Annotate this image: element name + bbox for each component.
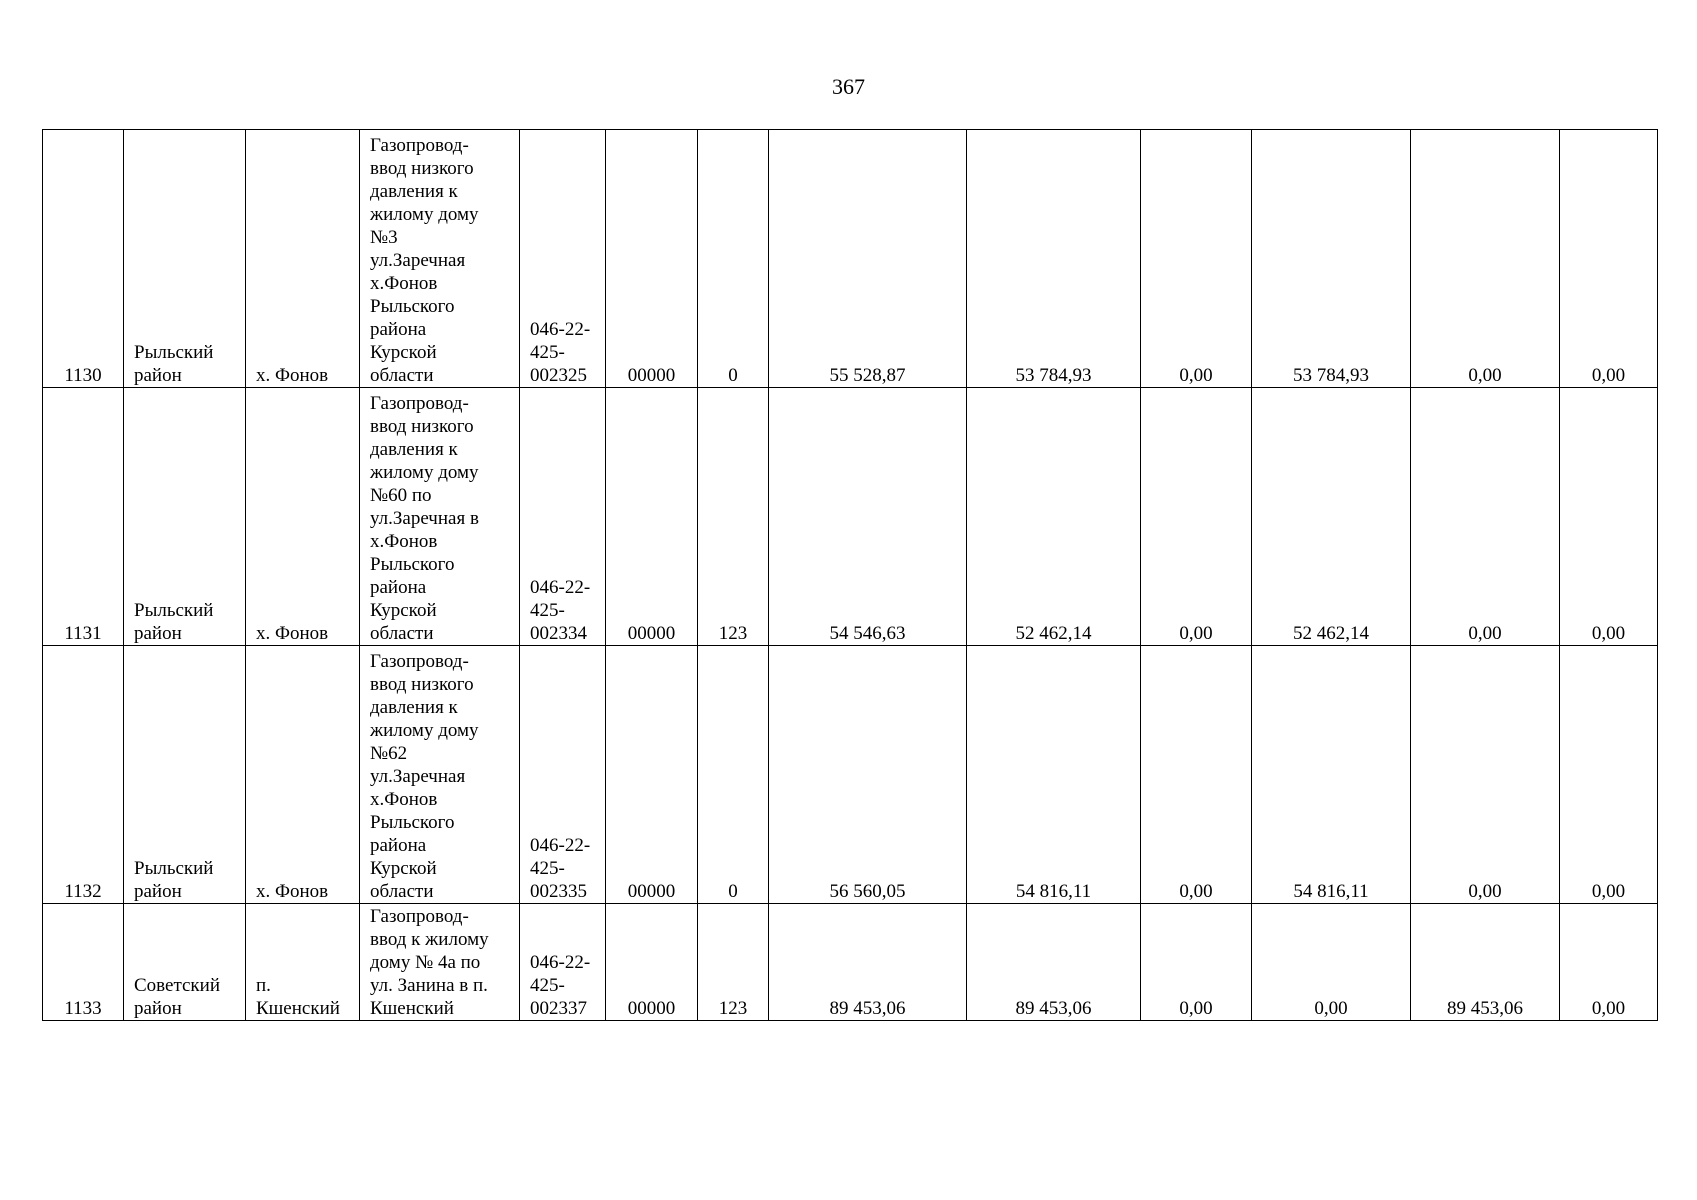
value-6-cell: 0,00: [1560, 646, 1658, 904]
value-4-cell: 53 784,93: [1252, 130, 1411, 388]
district-cell: Советский район: [124, 904, 246, 1021]
col-c1-cell: 00000: [606, 646, 698, 904]
code-cell: 046-22- 425- 002335: [520, 646, 606, 904]
value-3-cell: 0,00: [1141, 130, 1252, 388]
col-c1-cell: 00000: [606, 130, 698, 388]
col-c2-cell: 0: [698, 646, 769, 904]
description-cell: Газопровод- ввод низкого давления к жилому дому №60 по ул.Заречная в х.Фонов Рыльского района Курской области: [360, 388, 520, 646]
value-6-cell: 0,00: [1560, 388, 1658, 646]
value-5-cell: 0,00: [1411, 646, 1560, 904]
value-2-cell: 54 816,11: [967, 646, 1141, 904]
page-number: 367: [832, 74, 865, 99]
value-1-cell: 55 528,87: [769, 130, 967, 388]
code-cell: 046-22- 425- 002325: [520, 130, 606, 388]
value-5-cell: 89 453,06: [1411, 904, 1560, 1021]
table-row: [43, 904, 1658, 1021]
value-5-cell: 0,00: [1411, 130, 1560, 388]
value-6-cell: 0,00: [1560, 904, 1658, 1021]
code-cell: 046-22- 425- 002337: [520, 904, 606, 1021]
value-3-cell: 0,00: [1141, 388, 1252, 646]
col-c1-cell: 00000: [606, 388, 698, 646]
col-c2-cell: 123: [698, 904, 769, 1021]
locality-cell: х. Фонов: [246, 388, 360, 646]
value-4-cell: 52 462,14: [1252, 388, 1411, 646]
col-c2-cell: 0: [698, 130, 769, 388]
table-row: [43, 130, 1658, 388]
value-4-cell: 54 816,11: [1252, 646, 1411, 904]
table-row: [43, 388, 1658, 646]
col-c2-cell: 123: [698, 388, 769, 646]
value-1-cell: 54 546,63: [769, 388, 967, 646]
locality-cell: п. Кшенский: [246, 904, 360, 1021]
locality-cell: х. Фонов: [246, 646, 360, 904]
value-2-cell: 89 453,06: [967, 904, 1141, 1021]
description-cell: Газопровод- ввод низкого давления к жилому дому №62 ул.Заречная х.Фонов Рыльского района Курской области: [360, 646, 520, 904]
code-cell: 046-22- 425- 002334: [520, 388, 606, 646]
value-2-cell: 53 784,93: [967, 130, 1141, 388]
row-number-cell: 1130: [43, 130, 124, 388]
value-3-cell: 0,00: [1141, 646, 1252, 904]
registry-table: [42, 129, 1658, 1021]
value-5-cell: 0,00: [1411, 388, 1560, 646]
district-cell: Рыльский район: [124, 388, 246, 646]
row-number-cell: 1131: [43, 388, 124, 646]
row-number-cell: 1133: [43, 904, 124, 1021]
value-3-cell: 0,00: [1141, 904, 1252, 1021]
description-cell: Газопровод- ввод к жилому дому № 4а по ул. Занина в п. Кшенский: [360, 904, 520, 1021]
value-1-cell: 89 453,06: [769, 904, 967, 1021]
value-4-cell: 0,00: [1252, 904, 1411, 1021]
col-c1-cell: 00000: [606, 904, 698, 1021]
row-number-cell: 1132: [43, 646, 124, 904]
district-cell: Рыльский район: [124, 130, 246, 388]
value-6-cell: 0,00: [1560, 130, 1658, 388]
district-cell: Рыльский район: [124, 646, 246, 904]
value-2-cell: 52 462,14: [967, 388, 1141, 646]
table-row: [43, 646, 1658, 904]
description-cell: Газопровод- ввод низкого давления к жилому дому №3 ул.Заречная х.Фонов Рыльского района Курской области: [360, 130, 520, 388]
locality-cell: х. Фонов: [246, 130, 360, 388]
value-1-cell: 56 560,05: [769, 646, 967, 904]
